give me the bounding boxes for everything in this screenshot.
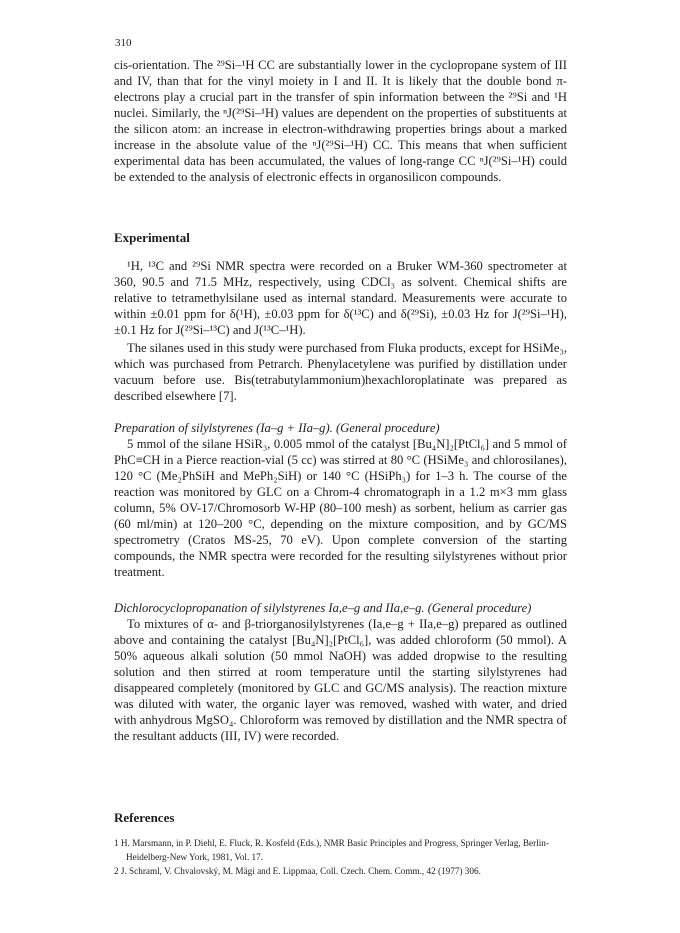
- references-heading: References: [114, 810, 175, 825]
- dichlorocyclopropanation-title: Dichlorocyclopropanation of silylstyrenes Ia,e–g and IIa,e–g. (General procedure): [114, 601, 532, 615]
- experimental-p2-text: The silanes used in this study were purchased from Fluka products, except for HSiMe₃, which was purchased from Petrarch. Phenylacetylene was purified by distillation under vacuum before use. Bis(tetrabutylammonium)hexachloroplatinate was prepared as described elsewhere [7].: [114, 341, 567, 403]
- preparation-paragraph: [114, 436, 567, 580]
- experimental-p1-text: ¹H, ¹³C and ²⁹Si NMR spectra were recorded on a Bruker WM-360 spectrometer at 360, 90.5 and 71.5 MHz, respectively, using CDCl₃ as solvent. Chemical shifts are relative to tetramethylsilane used as internal standard. Measurements were accurate to within ±0.01 ppm for δ(¹H), ±0.03 ppm for δ(¹³C) and δ(²⁹Si), ±0.03 Hz for J(²⁹Si–¹H), ±0.1 Hz for J(²⁹Si–¹³C) and J(¹³C–¹H).: [114, 259, 567, 337]
- experimental-paragraph-1: [114, 258, 567, 338]
- preparation-title: Preparation of silylstyrenes (Ia–g + IIa–g). (General procedure): [114, 421, 440, 435]
- experimental-paragraph-2: [114, 340, 567, 404]
- dichlorocyclopropanation-text: To mixtures of α- and β-triorganosilylstyrenes (Ia,e–g + IIa,e–g) prepared as outlined above and containing the catalyst [Bu₄N]₂[PtCl₆], was added chloroform (50 mmol). A 50% aqueous alkali solution (50 mmol NaOH) was added dropwise to the resulting solution and then stirred at room temperature until the starting silylstyrenes had disappeared completely (monitored by GLC and GC/MS analysis). The reaction mixture was diluted with water, the organic layer was removed, washed with water, and dried with anhydrous MgSO₄. Chloroform was removed by distillation and the NMR spectra of the resultant adducts (III, IV) were recorded.: [114, 617, 567, 743]
- preparation-text: 5 mmol of the silane HSiR₃, 0.005 mmol of the catalyst [Bu₄N]₂[PtCl₆] and 5 mmol of PhC≡CH in a Pierce reaction-vial (5 cc) was stirred at 80 °C (HSiMe₃ and chlorosilanes), 120 °C (Me₂PhSiH and MePh₂SiH) or 140 °C (HSiPh₃) for 1–3 h. The course of the reaction was monitored by GLC on a Chrom-4 chromatograph in a 1.2 m×3 mm glass column, 5% OV-17/Chromosorb W-HP (80–100 mesh) as sorbent, helium as carrier gas (60 ml/min) at 120–200 °C, depending on the mixture composition, and by GC/MS spectrometry (Cratos MS-25, 70 eV). Upon complete conversion of the starting compounds, the NMR spectra were recorded for the resulting silylstyrenes without prior treatment.: [114, 437, 567, 579]
- reference-item: 2 J. Schraml, V. Chvalovský, M. Mägi and E. Lippmaa, Coll. Czech. Chem. Comm., 42 (1977) 306.: [114, 866, 481, 876]
- dichlorocyclopropanation-paragraph: [114, 616, 567, 744]
- references-list: [114, 836, 567, 878]
- intro-text: cis-orientation. The ²⁹Si–¹H CC are substantially lower in the cyclopropane system of III and IV, than that for the vinyl moiety in I and II. It is likely that the double bond π-electrons play a crucial part in the transfer of spin information between the ²⁹Si and ¹H nuclei. Similarly, the ⁿJ(²⁹Si–¹H) values are dependent on the properties of substituents at the silicon atom: an increase in electron-withdrawing properties brings about a marked increase in the absolute value of the ⁿJ(²⁹Si–¹H) CC. This means that when sufficient experimental data has been accumulated, the values of long-range CC ⁿJ(²⁹Si–¹H) could be extended to the analysis of electronic effects in organosilicon compounds.: [114, 58, 567, 184]
- page-number: 310: [115, 37, 132, 49]
- experimental-heading: Experimental: [114, 230, 190, 245]
- reference-item: 1 H. Marsmann, in P. Diehl, E. Fluck, R. Kosfeld (Eds.), NMR Basic Principles and Progress, Springer Verlag, Berlin-Heidelberg-New York, 1981, Vol. 17.: [114, 838, 549, 862]
- intro-paragraph: [114, 57, 567, 185]
